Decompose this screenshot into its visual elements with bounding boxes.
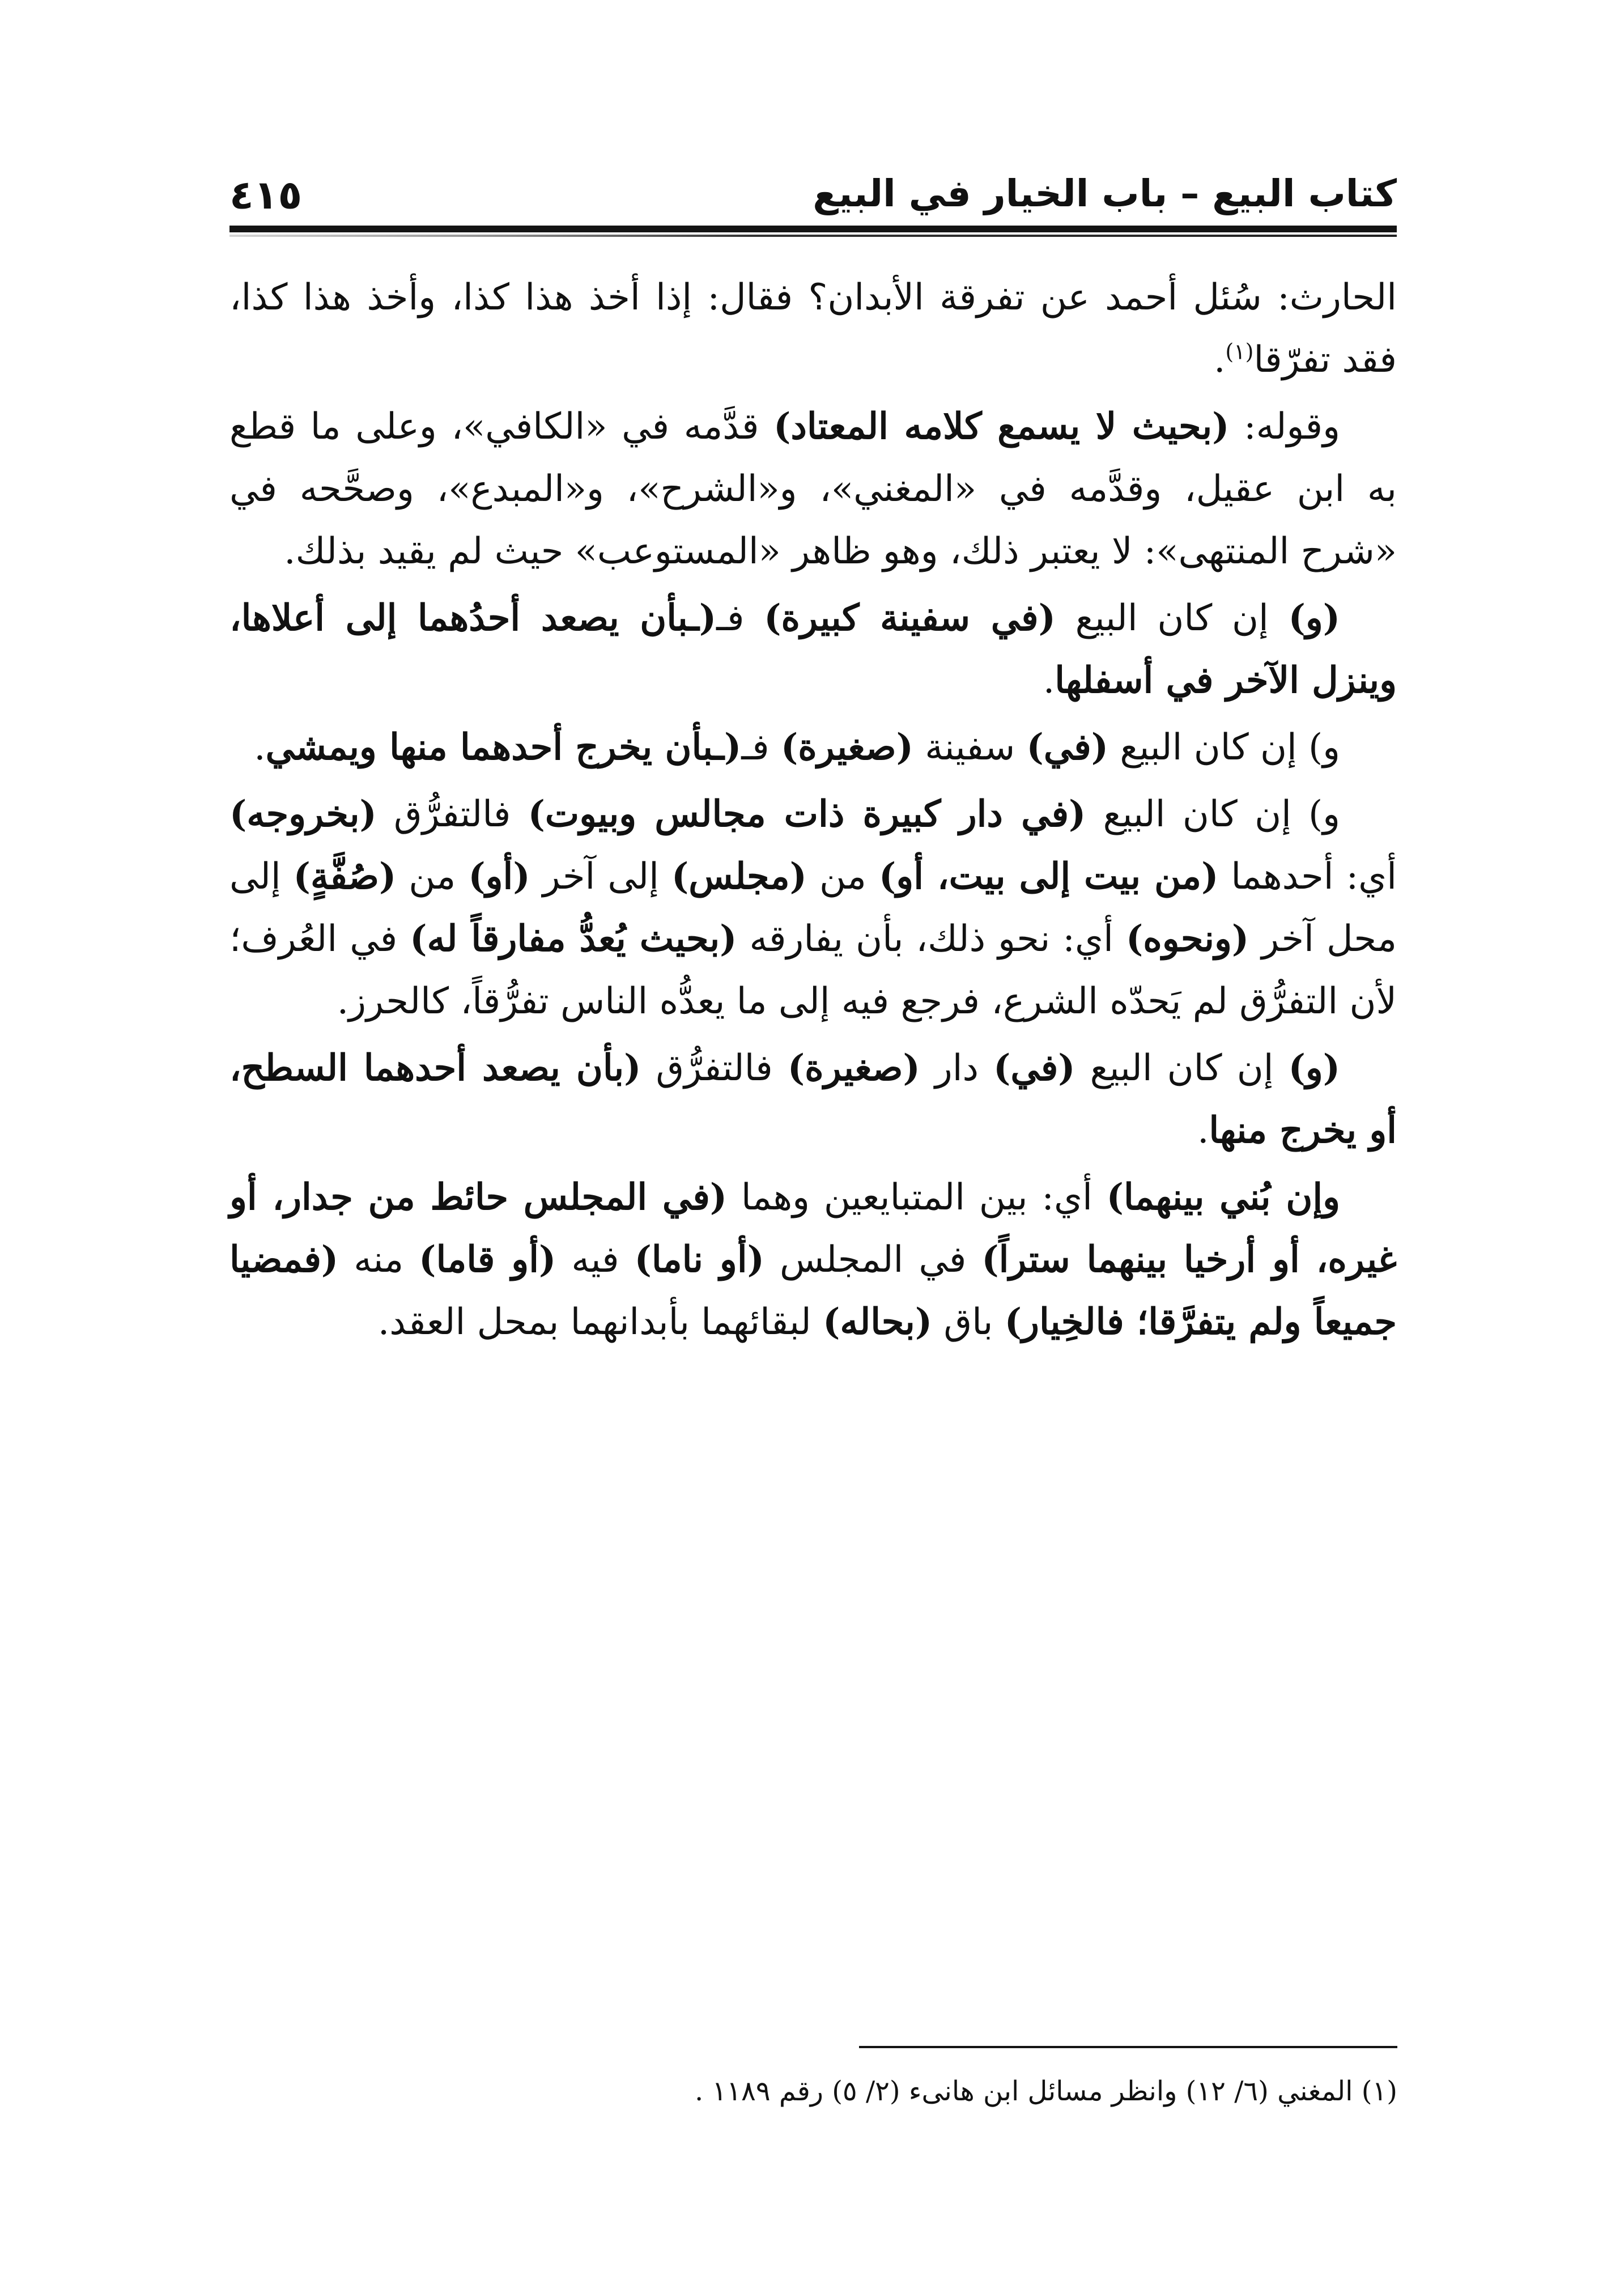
body-paragraph xyxy=(229,783,1397,1033)
header-rule-thin xyxy=(229,235,1397,237)
text-segment: إن كان البيع xyxy=(1055,597,1289,639)
text-segment: إلى آخر xyxy=(530,856,671,898)
bold-text: (ـبأن يخرج أحدهما منها ويمشي xyxy=(265,726,742,768)
body-paragraph xyxy=(229,1166,1397,1353)
bold-text: (صغيرة) xyxy=(780,726,913,768)
text-segment: الحارث: سُئل أحمد عن تفرقة الأبدان؟ فقال: إذا أخذ هذا كذا، وأخذ هذا كذا، فقد تفرّقا xyxy=(229,277,1397,381)
footnote-item: (١) المغني (٦/ ١٢) وانظر مسائل ابن هانىء (٢/ ٥) رقم ١١٨٩ . xyxy=(694,2075,1397,2107)
bold-text: (فمضيا جميعاً ولم يتفرَّقا؛ فالخِيار) xyxy=(229,1238,1397,1343)
page-body xyxy=(229,266,1397,1358)
bold-text: (بحيث لا يسمع كلامه المعتاد) xyxy=(773,405,1230,448)
bold-text: (و) xyxy=(1288,597,1341,639)
header-title: كتاب البيع – باب الخيار في البيع xyxy=(813,172,1397,215)
text-segment: فالتفرُّق xyxy=(641,1047,788,1089)
text-segment: وقوله: xyxy=(1229,406,1341,448)
bold-text: (بخروجه) xyxy=(229,793,377,835)
text-segment: إن كان البيع xyxy=(1075,1047,1289,1089)
text-segment: من xyxy=(396,856,469,898)
text-segment: فالتفرُّق xyxy=(376,793,528,835)
bold-text: (صغيرة) xyxy=(787,1047,920,1089)
header-rule xyxy=(229,226,1397,232)
bold-text: (في دار كبيرة ذات مجالس وبيوت) xyxy=(528,793,1086,835)
footnote-ref: (١) xyxy=(1225,339,1254,364)
bold-text: (ـبأن يصعد أحدُهما إلى أعلاها، وينزل الآخر في أسفلها xyxy=(229,597,1397,702)
bold-text: (أو قاما) xyxy=(419,1238,556,1281)
bold-text: (في سفينة كبيرة) xyxy=(764,597,1056,639)
text-segment: لبقائهما بأبدانهما بمحل العقد. xyxy=(377,1301,823,1343)
text-segment: و) إن كان البيع xyxy=(1086,793,1341,835)
bold-text: (في) xyxy=(993,1047,1075,1089)
bold-text: (صُفَّةٍ) xyxy=(293,855,397,898)
text-segment: فيه xyxy=(556,1239,635,1281)
bold-text: (في المجلس حائط من جدار، أو غيره، أو أرخيا بينهما ستراً) xyxy=(229,1176,1397,1281)
text-segment: أي: أحدهما xyxy=(1218,856,1397,898)
bold-text: وإن بُني بينهما) xyxy=(1106,1176,1341,1218)
text-segment: في المجلس xyxy=(764,1239,982,1281)
page-header xyxy=(229,153,1397,224)
text-segment: . xyxy=(1197,1110,1209,1152)
body-paragraph xyxy=(229,396,1397,583)
bold-text: (من بيت إلى بيت، أو) xyxy=(879,855,1219,898)
text-segment: . xyxy=(1214,339,1226,381)
text-segment: . xyxy=(254,727,266,768)
text-segment: أي: بين المتبايعين وهما xyxy=(727,1177,1107,1218)
text-segment: دار xyxy=(920,1047,994,1089)
page-number: ٤١٥ xyxy=(229,172,303,218)
text-segment: من xyxy=(806,856,879,898)
footnote-separator xyxy=(859,2046,1397,2048)
text-segment: و) إن كان البيع xyxy=(1108,727,1340,768)
footnotes xyxy=(230,2069,1397,2114)
text-segment: إلى محل آخر xyxy=(229,856,1397,960)
text-segment: قدَّمه في «الكافي»، وعلى ما قطع به ابن عقيل، وقدَّمه في «المغني»، و«الشرح»، و«المبدع»، وصحَّحه في «شرح المنتهى»: لا يعتبر ذلك، وهو ظاهر «المستوعب» حيث لم يقيد بذلك. xyxy=(229,406,1397,572)
bold-text: (أو) xyxy=(468,855,530,898)
text-segment: سفينة xyxy=(913,727,1027,768)
bold-text: (بحيث يُعدُّ مفارقاً له) xyxy=(410,918,737,960)
body-paragraph xyxy=(229,266,1397,391)
bold-text: (بحاله) xyxy=(823,1301,933,1343)
bold-text: (أو ناما) xyxy=(634,1238,764,1281)
text-segment: . xyxy=(1043,660,1055,702)
bold-text: (ونحوه) xyxy=(1125,918,1249,960)
text-segment: فـ xyxy=(716,597,764,639)
body-paragraph xyxy=(229,587,1397,712)
text-segment: أي: نحو ذلك، بأن يفارقه xyxy=(737,918,1126,960)
text-segment: فـ xyxy=(741,727,781,768)
text-segment: منه xyxy=(338,1239,419,1281)
bold-text: (و) xyxy=(1288,1047,1341,1089)
bold-text: (في) xyxy=(1026,726,1109,768)
text-segment: في العُرف؛ لأن التفرُّق لم يَحدّه الشرع، فرجع فيه إلى ما يعدُّه الناس تفرُّقاً، كالحرز. xyxy=(229,918,1397,1022)
bold-text: (بأن يصعد أحدهما السطح، أو يخرج منها xyxy=(229,1047,1397,1152)
body-paragraph xyxy=(229,1037,1397,1162)
text-segment: باق xyxy=(932,1301,1005,1343)
bold-text: (مجلس) xyxy=(671,855,807,898)
body-paragraph xyxy=(229,716,1397,779)
